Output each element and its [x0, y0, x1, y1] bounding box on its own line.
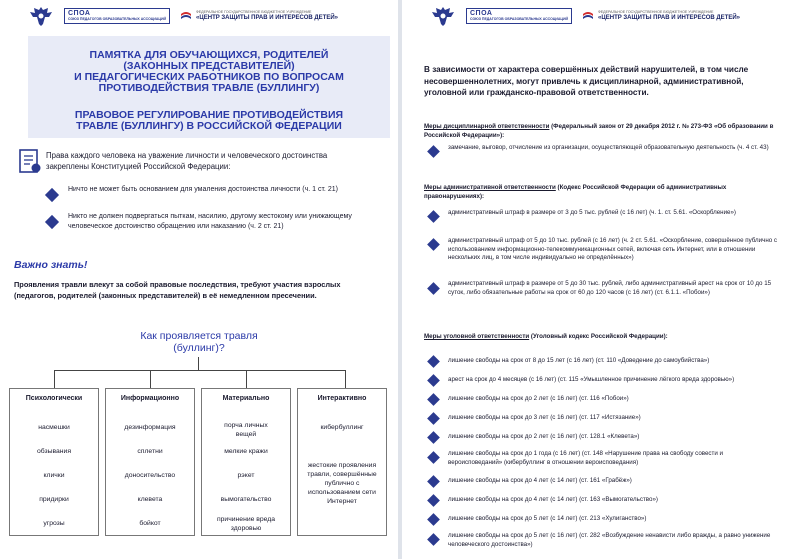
column-item: жестокие проявления травли, совершённые публично с использованием сети Интернет	[307, 462, 377, 505]
disciplinary-heading: Меры дисциплинарной ответственности (Федеральный закон от 29 декабря 2012 г. № 273-ФЗ «Об образовании в Российской Федерации»):	[424, 123, 774, 139]
list-item: административный штраф в размере от 5 до 30 тыс. рублей, либо административный арест на срок от 10 до 15 суток, либо обязательные работы на срок от 60 до 120 часов (с 16 лет) (ст. 6.1.1. «Побои»)	[448, 280, 772, 296]
bullet-text: Ничто не может быть основанием для умаления достоинства личности (ч. 1 ст. 21)	[68, 186, 338, 193]
important-heading: Важно знать!	[14, 259, 88, 271]
list-item: лишение свободы на срок до 1 года (с 16 лет) (ст. 148 «Нарушение права на свободу совести и вероисповеданий» (кибербуллинг в отношении вероисповедания)	[448, 450, 723, 466]
bullet-diamond-icon	[427, 412, 440, 425]
list-item: лишение свободы на срок до 2 лет (с 16 лет) (ст. 128.1 «Клевета»)	[448, 433, 640, 440]
column-item: обзывания	[36, 448, 72, 455]
column-item: клевета	[137, 496, 163, 503]
bullet-diamond-icon	[45, 215, 59, 229]
column-item: порча личных вещей	[224, 422, 268, 438]
document-icon	[18, 148, 42, 174]
consequence-text: Проявления травли влекут за собой правовые последствия, требуют участия взрослых (педагогов, родителей (законных представителей) в её немедленном пресечении.	[14, 280, 341, 300]
center-mark-icon	[180, 10, 192, 22]
criminal-heading: Меры уголовной ответственности (Уголовный кодекс Российской Федерации):	[424, 333, 668, 340]
bullet-diamond-icon	[427, 355, 440, 368]
spoa-logo: СПОА СОЮЗ ПЕДАГОГОВ ОБРАЗОВАТЕЛЬНЫХ АССОЦИАЦИЙ	[64, 8, 170, 24]
bullet-diamond-icon	[427, 145, 440, 158]
column-material: Материально порча личных вещей мелкие кражи рэкет вымогательство причинение вреда здоровью	[201, 388, 291, 536]
center-logo: ФЕДЕРАЛЬНОЕ ГОСУДАРСТВЕННОЕ БЮДЖЕТНОЕ УЧРЕЖДЕНИЕ «ЦЕНТР ЗАЩИТЫ ПРАВ И ИНТЕРЕСОВ ДЕТЕЙ»	[180, 10, 338, 22]
list-item: лишение свободы на срок до 2 лет (с 16 лет) (ст. 116 «Побои»)	[448, 395, 629, 402]
right-page	[402, 0, 800, 559]
tree-connector	[54, 370, 55, 388]
column-psychological: Психологически насмешки обзывания клички придирки угрозы	[9, 388, 99, 536]
memo-title: ПАМЯТКА ДЛЯ ОБУЧАЮЩИХСЯ, РОДИТЕЛЕЙ (ЗАКОННЫХ ПРЕДСТАВИТЕЛЕЙ) И ПЕДАГОГИЧЕСКИХ РАБОТНИКОВ ПО ВОПРОСАМ ПРОТИВОДЕЙСТВИЯ ТРАВЛЕ (БУЛЛИНГУ)	[74, 49, 344, 94]
tree-connector	[198, 357, 199, 370]
bullet-diamond-icon	[427, 494, 440, 507]
bullet-diamond-icon	[427, 431, 440, 444]
tree-connector	[54, 370, 346, 371]
administrative-heading: Меры административной ответственности (Кодекс Российской Федерации об административных правонарушениях):	[424, 184, 727, 200]
column-item: доносительство	[124, 472, 176, 479]
column-item: мелкие кражи	[224, 448, 268, 455]
bullet-diamond-icon	[427, 451, 440, 464]
bullet-diamond-icon	[427, 533, 440, 546]
bullet-diamond-icon	[427, 210, 440, 223]
column-item: придирки	[39, 496, 69, 503]
tree-connector	[246, 370, 247, 388]
eagle-emblem-icon	[28, 4, 54, 28]
bullet-diamond-icon	[427, 475, 440, 488]
column-informational: Информационно дезинформация сплетни доносительство клевета бойкот	[105, 388, 195, 536]
column-item: бойкот	[139, 520, 161, 527]
column-item: вымогательство	[220, 496, 272, 503]
header-logos	[430, 4, 740, 28]
column-item: насмешки	[38, 424, 70, 431]
column-interactive: Интерактивно кибербуллинг жестокие проявления травли, совершённые публично с использованием сети Интернет	[297, 388, 387, 536]
list-item: лишение свободы на срок до 5 лет (с 16 лет) (ст. 282 «Возбуждение ненависти либо вражды, а равно унижение человеческого достоинства»)	[448, 532, 771, 548]
responsibility-intro: В зависимости от характера совершённых действий нарушителей, в том числе несовершеннолетних, могут привлечь к дисциплинарной, административной, уголовной или гражданско-правовой ответственности.	[424, 65, 749, 97]
column-item: причинение вреда здоровью	[216, 516, 276, 532]
bullet-diamond-icon	[427, 238, 440, 251]
list-item: лишение свободы на срок до 4 лет (с 14 лет) (ст. 163 «Вымогательство»)	[448, 496, 658, 503]
bullet-diamond-icon	[427, 374, 440, 387]
list-item: лишение свободы на срок от 8 до 15 лет (с 16 лет) (ст. 110 «Доведение до самоубийства»)	[448, 357, 710, 364]
column-item: угрозы	[43, 520, 65, 527]
memo-subtitle: ПРАВОВОЕ РЕГУЛИРОВАНИЕ ПРОТИВОДЕЙСТВИЯ ТРАВЛЕ (БУЛЛИНГУ) В РОССИЙСКОЙ ФЕДЕРАЦИИ	[74, 109, 344, 132]
how-heading: Как проявляется травля (буллинг)?	[140, 330, 258, 354]
bullet-diamond-icon	[427, 393, 440, 406]
tree-connector	[150, 370, 151, 388]
bullet-text: Никто не должен подвергаться пыткам, насилию, другому жестокому или унижающему человеческое достоинство обращению или наказанию (ч. 2 ст. 21)	[68, 213, 352, 230]
column-item: клички	[43, 472, 65, 479]
header-logos	[28, 4, 338, 28]
bullet-diamond-icon	[427, 282, 440, 295]
bullet-diamond-icon	[45, 188, 59, 202]
column-item: кибербуллинг	[320, 424, 364, 431]
column-item: сплетни	[137, 448, 163, 455]
column-item: дезинформация	[124, 424, 176, 431]
eagle-emblem-icon	[430, 4, 456, 28]
list-item: замечание, выговор, отчисление из организации, осуществляющей образовательную деятельность (ч. 4 ст. 43)	[448, 144, 769, 151]
bullet-diamond-icon	[427, 513, 440, 526]
list-item: лишение свободы на срок до 5 лет (с 14 лет) (ст. 213 «Хулиганство»)	[448, 515, 647, 522]
list-item: арест на срок до 4 месяцев (с 16 лет) (ст. 115 «Умышленное причинение лёгкого вреда здоровью»)	[448, 376, 735, 383]
rights-text: Права каждого человека на уважение личности и человеческого достоинства закреплены Конституцией Российской Федерации:	[46, 151, 328, 171]
column-item: рэкет	[237, 472, 255, 479]
left-page	[0, 0, 398, 559]
list-item: административный штраф в размере от 3 до 5 тыс. рублей (с 16 лет) (ч. 1. ст. 5.61. «Оскорбление»)	[448, 209, 736, 216]
list-item: административный штраф от 5 до 10 тыс. рублей (с 16 лет) (ч. 2 ст. 5.61. «Оскорбление, совершённое публично с использованием информационно-телекоммуникационных сетей, включая сеть Интернет, или в отношении нескольких лиц, в том числе индивидуально не определённых»)	[448, 237, 777, 261]
spoa-logo: СПОА СОЮЗ ПЕДАГОГОВ ОБРАЗОВАТЕЛЬНЫХ АССОЦИАЦИЙ	[466, 8, 572, 24]
title-banner	[28, 36, 390, 138]
list-item: лишение свободы на срок до 4 лет (с 14 лет) (ст. 161 «Грабёж»)	[448, 477, 632, 484]
center-logo: ФЕДЕРАЛЬНОЕ ГОСУДАРСТВЕННОЕ БЮДЖЕТНОЕ УЧРЕЖДЕНИЕ «ЦЕНТР ЗАЩИТЫ ПРАВ И ИНТЕРЕСОВ ДЕТЕЙ»	[582, 10, 740, 22]
list-item: лишение свободы на срок до 3 лет (с 16 лет) (ст. 117 «Истязание»)	[448, 414, 641, 421]
center-mark-icon	[582, 10, 594, 22]
tree-connector	[345, 370, 346, 388]
